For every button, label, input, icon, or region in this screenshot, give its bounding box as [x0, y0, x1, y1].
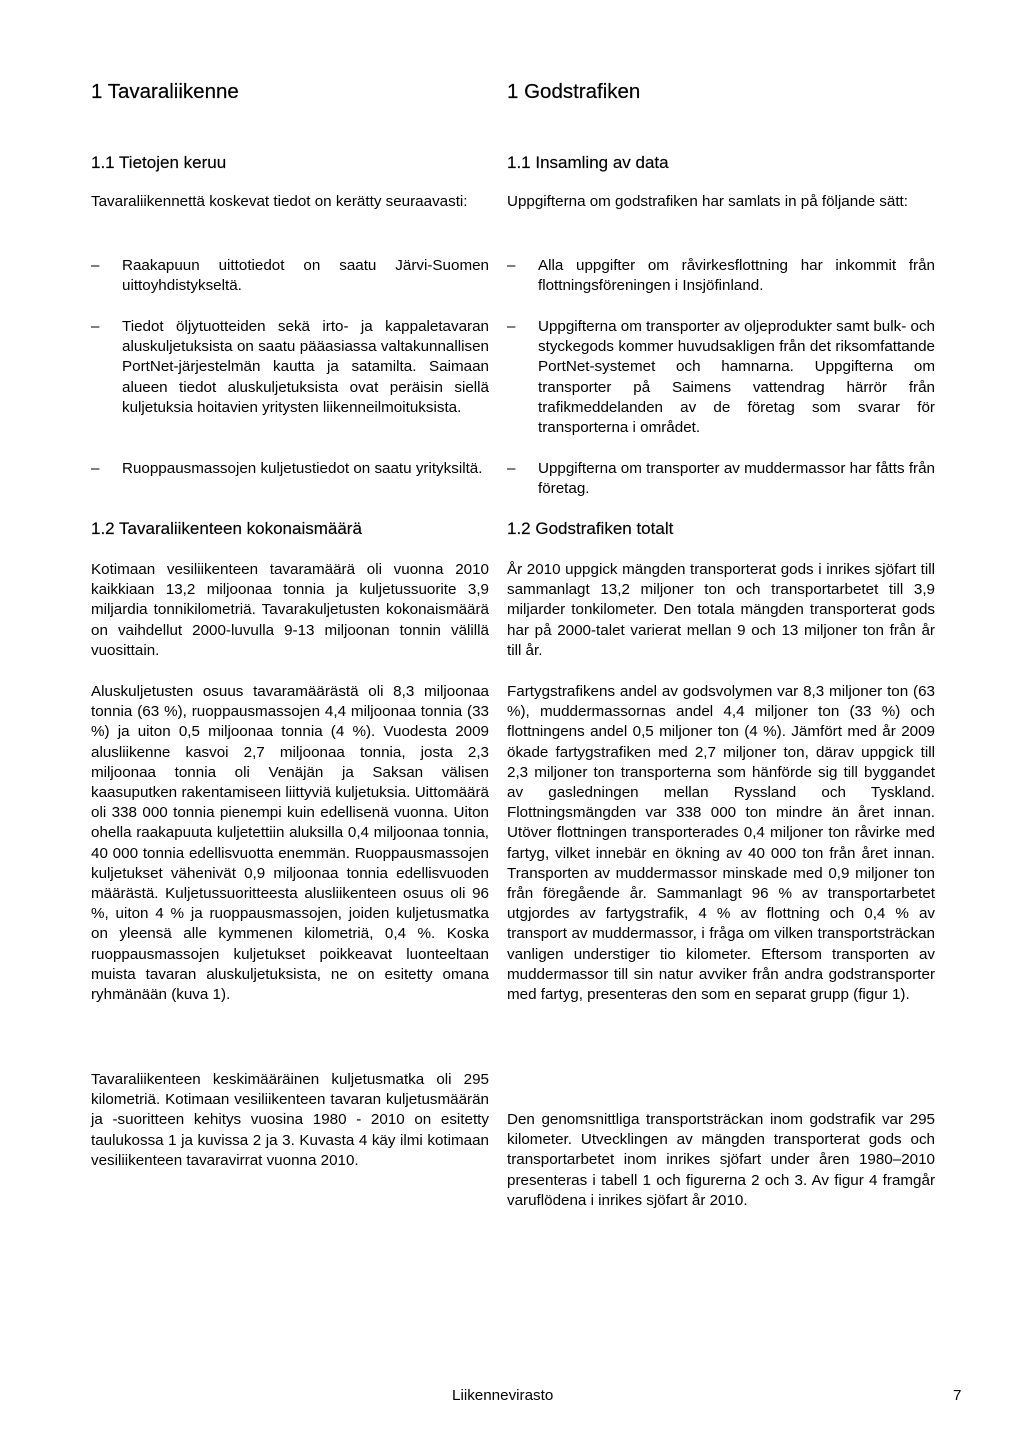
paragraph-sv-2: Fartygstrafikens andel av godsvolymen var 8,3 miljoner ton (63 %), muddermassornas andel 4,4 miljoner ton (33 %) och flottningens andel 0,5 miljoner ton (4 %). Jämfört med år 2009 ökade fartygstrafiken med 2,7 miljoner ton, därav uppgick till 2,3 miljoner ton transporterna som hänförde sig till byggandet av gasledningen mellan Ryssland och Tyskland. Flottningsmängden var 338 000 ton mindre än året innan. Utöver flottningen transporterades 0,4 miljoner ton råvirke med fartyg, vilket innebär en ökning av 40 000 ton från året innan. Transporten av muddermassor minskade med 0,9 miljoner ton från föregående år. Sammanlagt 96 % av transportarbetet utgjordes av fartygstrafik, 4 % av flottning och 0,4 % av transport av muddermassor, i fråga om vilken transportsträckan vanligen understiger tio kilometer. Eftersom transporten av muddermassor till sin natur avviker från andra godstransporter med fartyg, presenteras den som en separat grupp (figur 1).	[507, 683, 935, 1004]
section-heading-fi-1-2: 1.2 Tavaraliikenteen kokonaismäärä	[91, 519, 362, 538]
paragraph-fi-3: Tavaraliikenteen keskimääräinen kuljetusmatka oli 295 kilometriä. Kotimaan vesiliikenteen tavaran kuljetusmäärän ja -suoritteen kehitys vuosina 1980 - 2010 on esitetty taulukossa 1 ja kuvissa 2 ja 3. Kuvasta 4 käy ilmi kotimaan vesiliikenteen tavaravirrat vuonna 2010.	[91, 1071, 489, 1169]
paragraph-sv-1: År 2010 uppgick mängden transporterat gods i inrikes sjöfart till sammanlagt 13,2 miljoner ton och transportarbetet till 3,9 miljarder tonkilometer. Den totala mängden transporterat gods har på 2000-talet varierat mellan 9 och 13 miljoner ton från år till år.	[507, 561, 935, 659]
dash-bullet-icon: –	[91, 318, 100, 335]
section-heading-sv-1-1: 1.1 Insamling av data	[507, 153, 669, 172]
paragraph-fi-1: Kotimaan vesiliikenteen tavaramäärä oli vuonna 2010 kaikkiaan 13,2 miljoonaa tonnia ja kuljetussuorite 3,9 miljardia tonnikilometriä. Tavarakuljetusten kokonaismäärä on vaihdellut 2000-luvulla 9-13 miljoonan tonnin välillä vuosittain.	[91, 561, 489, 659]
dash-bullet-icon: –	[91, 257, 100, 274]
list-item: – Ruoppausmassojen kuljetustiedot on saatu yrityksiltä.	[91, 459, 489, 479]
section-heading-sv-1-2: 1.2 Godstrafiken totalt	[507, 519, 674, 538]
dash-bullet-icon: –	[91, 460, 100, 477]
list-item: – Tiedot öljytuotteiden sekä irto- ja kappaletavaran aluskuljetuksista on saatu pääasiassa valtakunnallisen PortNet-järjestelmän kautta ja satamilta. Saimaan alueen tiedot aluskuljetuksista ovat peräisin siellä kuljetuksia hoitavien yritysten liikenneilmoituksista.	[91, 318, 489, 416]
bullet-list-fi-2	[91, 317, 489, 418]
dash-bullet-icon: –	[507, 257, 516, 274]
list-item: – Uppgifterna om transporter av muddermassor har fåtts från företag.	[507, 460, 935, 498]
page-number: 7	[953, 1387, 962, 1404]
bullet-list-sv	[507, 256, 935, 296]
intro-paragraph-sv: Uppgifterna om godstrafiken har samlats in på följande sätt:	[507, 193, 909, 210]
right-column	[507, 78, 935, 1208]
section-heading-fi-1-1: 1.1 Tietojen keruu	[91, 153, 227, 172]
intro-paragraph-fi: Tavaraliikennettä koskevat tiedot on kerätty seuraavasti:	[91, 193, 468, 210]
list-item: – Uppgifterna om transporter av oljeprodukter samt bulk- och styckegods kommer huvudsakligen från det riksomfattande PortNet-systemet och hamnarna. Uppgifterna om transporter på Saimens vattendrag härrör från trafikmeddelanden av de företag som svarar för transporterna i området.	[507, 318, 935, 437]
chapter-title-sv: 1 Godstrafiken	[507, 80, 641, 103]
chapter-title-fi: 1 Tavaraliikenne	[91, 80, 239, 103]
footer-publisher: Liikennevirasto	[452, 1387, 554, 1404]
dash-bullet-icon: –	[507, 460, 516, 477]
bullet-list-sv-2	[507, 317, 935, 438]
left-column	[91, 78, 489, 1208]
paragraph-sv-3: Den genomsnittliga transportsträckan inom godstrafik var 295 kilometer. Utvecklingen av mängden transporterat gods och transportarbetet inom inrikes sjöfart under åren 1980–2010 presenteras i tabell 1 och figurerna 2 och 3. Av figur 4 framgår varuflödena i inrikes sjöfart år 2010.	[507, 1111, 935, 1209]
list-item: – Alla uppgifter om råvirkesflottning har inkommit från flottningsföreningen i Insjöfinland.	[507, 257, 935, 295]
dash-bullet-icon: –	[507, 318, 516, 335]
bullet-list-fi-3	[91, 459, 489, 479]
paragraph-fi-2: Aluskuljetusten osuus tavaramäärästä oli 8,3 miljoonaa tonnia (63 %), ruoppausmassojen 4,4 miljoonaa tonnia (33 %) ja uiton 0,5 miljoonaa tonnia (4 %). Vuodesta 2009 alusliikenne kasvoi 2,7 miljoonaa tonnia, josta 2,3 miljoonaa tonnia oli Venäjän ja Saksan välisen kaasuputken rakentamiseen liittyviä kuljetuksia. Uittomäärä oli 338 000 tonnia pienempi kuin edellisenä vuonna. Uiton ohella raakapuuta kuljetettiin aluksilla 0,4 miljoonaa tonnia, 40 000 tonnia edellisvuotta enemmän. Ruoppausmassojen kuljetukset vähenivät 0,9 miljoonaa tonnia edellisvuoden määrästä. Kuljetussuoritteesta alusliikenteen osuus oli 96 %, uiton 4 % ja ruoppausmassojen, joiden kuljetusmatka on yleensä alle kymmenen kilometriä, 0,4 %. Koska ruoppausmassojen kuljetukset poikkeavat luonteeltaan muista tavaran aluskuljetuksista, ne on esitetty omana ryhmänään (kuva 1).	[91, 683, 489, 1004]
bullet-list-fi	[91, 256, 489, 296]
bullet-list-sv-3	[507, 459, 935, 499]
list-item: – Raakapuun uittotiedot on saatu Järvi-Suomen uittoyhdistykseltä.	[91, 257, 489, 295]
